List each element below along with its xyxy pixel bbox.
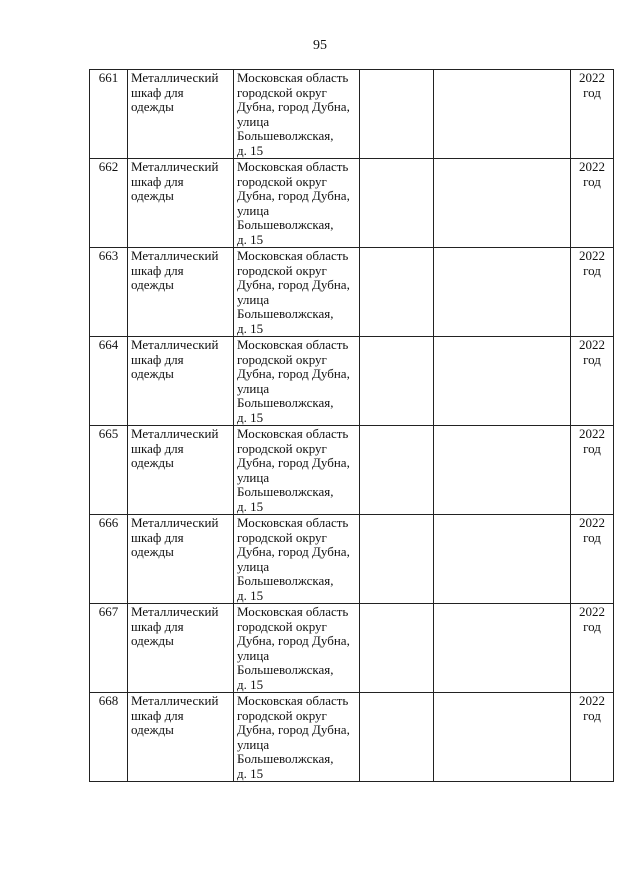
row-number: 664 (90, 337, 128, 426)
empty-cell-4 (360, 337, 434, 426)
item-name-cell (128, 248, 234, 337)
item-year: 2022 год (579, 159, 605, 189)
address-cell (234, 159, 360, 248)
empty-cell-5 (434, 70, 571, 159)
item-name-cell (128, 604, 234, 693)
empty-cell-5 (434, 693, 571, 782)
item-address: Московская область городской округ Дубна, город Дубна, улица Большеволжская, д. 15 (237, 159, 350, 247)
row-number: 665 (90, 426, 128, 515)
table-row (90, 604, 614, 693)
item-name-cell (128, 426, 234, 515)
item-address: Московская область городской округ Дубна, город Дубна, улица Большеволжская, д. 15 (237, 248, 350, 336)
row-number: 668 (90, 693, 128, 782)
table-row (90, 693, 614, 782)
row-number: 666 (90, 515, 128, 604)
row-number: 662 (90, 159, 128, 248)
year-cell (571, 515, 614, 604)
item-name: Металлический шкаф для одежды (131, 159, 219, 203)
year-cell (571, 693, 614, 782)
empty-cell-4 (360, 515, 434, 604)
row-number: 667 (90, 604, 128, 693)
item-name: Металлический шкаф для одежды (131, 337, 219, 381)
item-name-cell (128, 515, 234, 604)
item-address: Московская область городской округ Дубна, город Дубна, улица Большеволжская, д. 15 (237, 337, 350, 425)
item-name: Металлический шкаф для одежды (131, 604, 219, 648)
item-name-cell (128, 159, 234, 248)
empty-cell-4 (360, 604, 434, 693)
address-cell (234, 337, 360, 426)
item-name: Металлический шкаф для одежды (131, 426, 219, 470)
year-cell (571, 337, 614, 426)
item-name-cell (128, 337, 234, 426)
empty-cell-4 (360, 693, 434, 782)
item-address: Московская область городской округ Дубна, город Дубна, улица Большеволжская, д. 15 (237, 693, 350, 781)
row-number: 661 (90, 70, 128, 159)
empty-cell-4 (360, 426, 434, 515)
table-row (90, 337, 614, 426)
item-year: 2022 год (579, 693, 605, 723)
page-number: 95 (313, 38, 327, 53)
item-address: Московская область городской округ Дубна, город Дубна, улица Большеволжская, д. 15 (237, 70, 350, 158)
empty-cell-5 (434, 248, 571, 337)
empty-cell-5 (434, 515, 571, 604)
row-number: 663 (90, 248, 128, 337)
table-row (90, 70, 614, 159)
address-cell (234, 515, 360, 604)
item-year: 2022 год (579, 70, 605, 100)
item-address: Московская область городской округ Дубна, город Дубна, улица Большеволжская, д. 15 (237, 604, 350, 692)
property-registry-table (89, 69, 614, 782)
empty-cell-5 (434, 159, 571, 248)
table-body (90, 70, 614, 782)
table-row (90, 515, 614, 604)
year-cell (571, 426, 614, 515)
item-address: Московская область городской округ Дубна, город Дубна, улица Большеволжская, д. 15 (237, 515, 350, 603)
item-name: Металлический шкаф для одежды (131, 693, 219, 737)
address-cell (234, 426, 360, 515)
empty-cell-5 (434, 604, 571, 693)
item-year: 2022 год (579, 515, 605, 545)
address-cell (234, 70, 360, 159)
item-year: 2022 год (579, 248, 605, 278)
year-cell (571, 70, 614, 159)
address-cell (234, 248, 360, 337)
empty-cell-5 (434, 337, 571, 426)
item-name: Металлический шкаф для одежды (131, 515, 219, 559)
empty-cell-4 (360, 70, 434, 159)
item-name: Металлический шкаф для одежды (131, 70, 219, 114)
year-cell (571, 604, 614, 693)
empty-cell-4 (360, 159, 434, 248)
address-cell (234, 693, 360, 782)
table-row (90, 248, 614, 337)
item-address: Московская область городской округ Дубна, город Дубна, улица Большеволжская, д. 15 (237, 426, 350, 514)
table-row (90, 426, 614, 515)
year-cell (571, 159, 614, 248)
item-name-cell (128, 70, 234, 159)
item-year: 2022 год (579, 426, 605, 456)
empty-cell-5 (434, 426, 571, 515)
address-cell (234, 604, 360, 693)
item-name-cell (128, 693, 234, 782)
table-row (90, 159, 614, 248)
item-year: 2022 год (579, 337, 605, 367)
item-year: 2022 год (579, 604, 605, 634)
empty-cell-4 (360, 248, 434, 337)
item-name: Металлический шкаф для одежды (131, 248, 219, 292)
year-cell (571, 248, 614, 337)
